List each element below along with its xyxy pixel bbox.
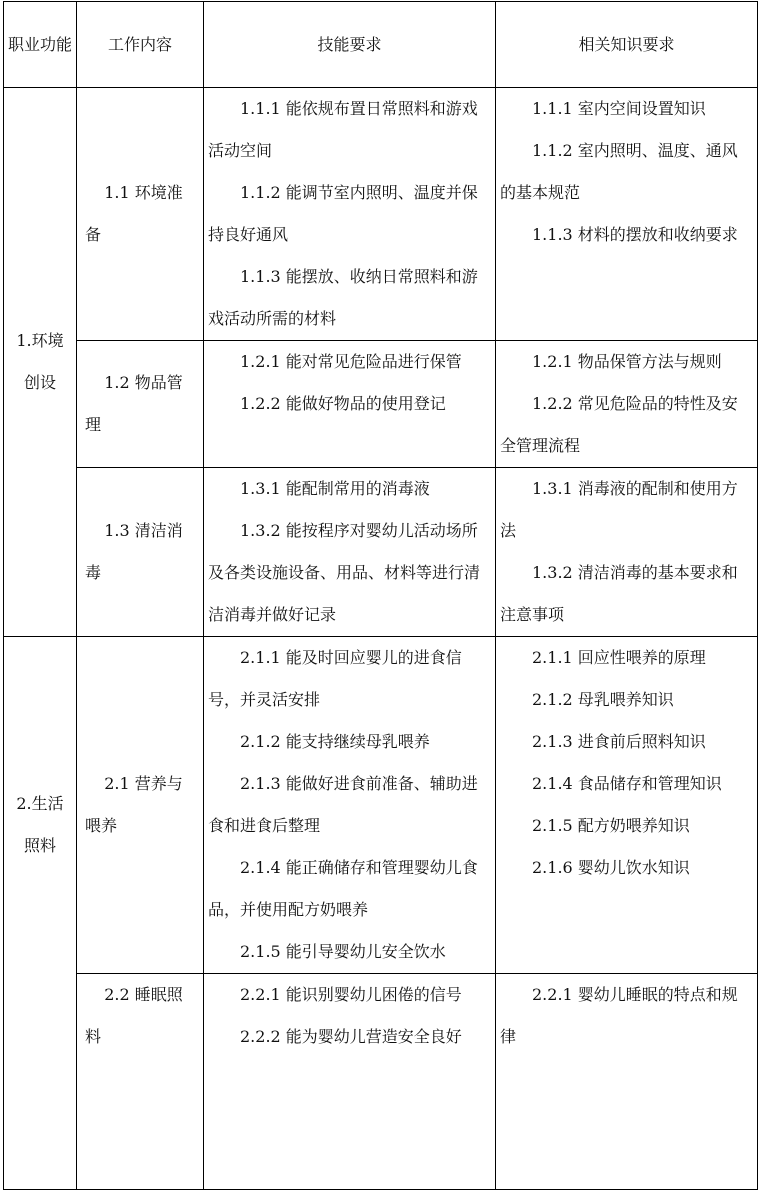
knowledge-item: 1.1.1 室内空间设置知识 — [532, 99, 706, 118]
work-cell: 1.3 清洁消毒 — [77, 468, 204, 637]
knowledge-item: 1.2.2 常见危险品的特性及安全管理流程 — [500, 394, 738, 455]
skill-item: 2.1.1 能及时回应婴儿的进食信号，并灵活安排 — [208, 648, 462, 709]
table-row — [4, 974, 758, 1190]
knowledge-item: 1.3.1 消毒液的配制和使用方法 — [500, 479, 738, 540]
table-row — [4, 88, 758, 341]
knowledge-cell — [496, 341, 758, 468]
knowledge-item: 2.1.5 配方奶喂养知识 — [532, 816, 690, 835]
skill-item: 1.3.1 能配制常用的消毒液 — [240, 479, 430, 498]
skill-item: 2.1.5 能引导婴幼儿安全饮水 — [240, 942, 446, 961]
skill-item: 2.1.2 能支持继续母乳喂养 — [240, 732, 430, 751]
skill-item: 1.1.1 能依规布置日常照料和游戏活动空间 — [208, 99, 478, 160]
skill-cell — [204, 468, 496, 637]
work-cell: 1.1 环境准备 — [77, 88, 204, 341]
skill-cell — [204, 637, 496, 974]
skill-item: 1.2.2 能做好物品的使用登记 — [240, 394, 446, 413]
knowledge-item: 2.1.2 母乳喂养知识 — [532, 690, 674, 709]
skill-item: 1.2.1 能对常见危险品进行保管 — [240, 352, 462, 371]
header-function: 职业功能 — [4, 2, 77, 88]
skill-cell — [204, 341, 496, 468]
knowledge-item: 1.2.1 物品保管方法与规则 — [532, 352, 722, 371]
knowledge-item: 1.1.3 材料的摆放和收纳要求 — [532, 225, 738, 244]
knowledge-cell — [496, 468, 758, 637]
skill-item: 1.1.3 能摆放、收纳日常照料和游戏活动所需的材料 — [208, 267, 478, 328]
header-row — [4, 2, 758, 88]
work-cell: 2.1 营养与喂养 — [77, 637, 204, 974]
table-row — [4, 637, 758, 974]
header-skill: 技能要求 — [204, 2, 496, 88]
skill-item: 1.3.2 能按程序对婴幼儿活动场所及各类设施设备、用品、材料等进行清洁消毒并做好记录 — [208, 521, 481, 624]
job-standard-table — [3, 1, 758, 1190]
knowledge-item: 2.1.1 回应性喂养的原理 — [532, 648, 706, 667]
skill-item: 2.1.4 能正确储存和管理婴幼儿食品，并使用配方奶喂养 — [208, 858, 478, 919]
knowledge-item: 1.1.2 室内照明、温度、通风的基本规范 — [500, 141, 738, 202]
function-cell: 1.环境创设 — [4, 88, 77, 637]
table-row — [4, 468, 758, 637]
knowledge-item: 2.1.6 婴幼儿饮水知识 — [532, 858, 690, 877]
knowledge-cell — [496, 88, 758, 341]
skill-cell — [204, 974, 496, 1190]
skill-cell — [204, 88, 496, 341]
skill-item: 2.2.2 能为婴幼儿营造安全良好 — [240, 1027, 462, 1046]
skill-item: 2.2.1 能识别婴幼儿困倦的信号 — [240, 985, 462, 1004]
knowledge-item: 1.3.2 清洁消毒的基本要求和注意事项 — [500, 563, 738, 624]
knowledge-cell — [496, 637, 758, 974]
knowledge-item: 2.2.1 婴幼儿睡眠的特点和规律 — [500, 985, 738, 1046]
work-cell: 2.2 睡眠照料 — [77, 974, 204, 1190]
work-cell: 1.2 物品管理 — [77, 341, 204, 468]
knowledge-item: 2.1.4 食品储存和管理知识 — [532, 774, 722, 793]
function-cell: 2.生活照料 — [4, 637, 77, 1190]
knowledge-item: 2.1.3 进食前后照料知识 — [532, 732, 706, 751]
header-work: 工作内容 — [77, 2, 204, 88]
skill-item: 1.1.2 能调节室内照明、温度并保持良好通风 — [208, 183, 478, 244]
table-row — [4, 341, 758, 468]
skill-item: 2.1.3 能做好进食前准备、辅助进食和进食后整理 — [208, 774, 478, 835]
header-knowledge: 相关知识要求 — [496, 2, 758, 88]
knowledge-cell — [496, 974, 758, 1190]
